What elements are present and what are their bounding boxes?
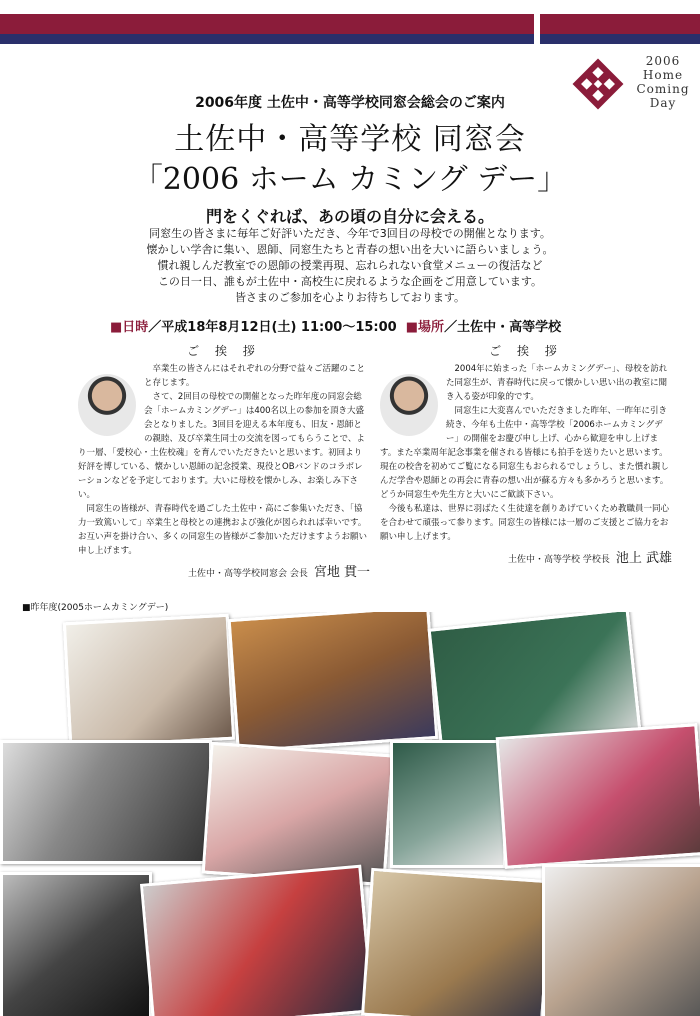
signature [380, 552, 672, 567]
intro-line: 2006年度 土佐中・高等学校同窓会総会のご案内 [195, 95, 505, 111]
greeting-title: ご 挨 拶 [489, 344, 563, 358]
greeting-paragraph: さて、2回目の母校での開催となった昨年度の同窓会総会「ホームカミングデー」は400名以上の参加を頂き大盛会となりました。3回目を迎える本年度も、旧友・恩師との親睦、及び卒業生同士の交流を図ってもらうことで、より一層、「愛校心・土佐校魂」を育んでいただきたいと思います。初回より好評を博している、懐かしい恩師の記念授業、現役とOBバンドのコラボレーションなどを予定しております。大いに母校を懐かしみ、お楽しみ下さい。 [78, 392, 365, 500]
top-stripe-red-right [540, 14, 700, 34]
message-line: 慣れ親しんだ教室での恩師の授業再現、忘れられない食堂メニューの復活など [157, 259, 543, 272]
top-stripe-navy-right [540, 34, 700, 44]
chairman-portrait [78, 374, 136, 436]
event-photo [202, 742, 395, 887]
photo-collage [0, 612, 700, 1016]
invitation-message [0, 226, 700, 306]
top-stripe-red [0, 14, 534, 34]
event-photo [496, 723, 700, 869]
place-value: ／土佐中・高等学校 [444, 320, 562, 335]
greeting-paragraph: 同窓生に大変喜んでいただきました昨年、一昨年に引き続き、今年も土佐中・高等学校「2006ホームカミングデー」の開催をお慶び申し上げ、心から歓迎を申し上げます。また卒業周年記念事業を催される皆様にも拍手を送りたいと思います。現在の校舎を初めてご覧になる同窓生もおられるでしょうし、また慣れ親しんだ学舎や恩師との再会に青春の想い出が蘇る方々も多かろうと思います。どうか同窓生や先生方と大いにご歓談下さい。 [380, 406, 669, 500]
place-label: ■場所 [405, 320, 445, 335]
event-photo [361, 868, 553, 1016]
signature-name: 宮地 貫一 [313, 565, 370, 580]
greeting-chairman [78, 344, 370, 581]
signature-name: 池上 武雄 [615, 551, 672, 566]
greeting-paragraph: 同窓生の皆様が、青春時代を過ごした土佐中・高にご参集いただき、「協力一致篤いして」卒業生と母校との連携および強化が図られれば幸いです。お互い声を掛け合い、多くの同窓生の皆様がご参加いただけますようお願い申し上げます。 [78, 504, 368, 556]
date-value: ／平成18年8月12日(土) 11:00〜15:00 [148, 320, 397, 335]
message-line: 懐かしい学舎に集い、恩師、同窓生たちと青春の想い出を大いに語らいましょう。 [146, 243, 554, 256]
event-photo [63, 614, 235, 749]
signature [78, 566, 370, 581]
message-line: 皆さまのご参加を心よりお待ちしております。 [234, 291, 466, 304]
greeting-title: ご 挨 拶 [187, 344, 261, 358]
event-photo [228, 612, 439, 753]
greeting-principal [380, 344, 672, 567]
message-line: この日一日、誰もが土佐中・高校生に戻れるような企画をご用意しています。 [157, 275, 543, 288]
event-info [110, 316, 561, 335]
logo-text: 2006 Home Coming Day [636, 54, 690, 110]
event-photo [140, 865, 374, 1016]
signature-role: 土佐中・高等学校同窓会 会長 [187, 569, 308, 579]
signature-role: 土佐中・高等学校 学校長 [507, 555, 610, 565]
event-photo [542, 864, 700, 1016]
top-banner [0, 0, 700, 44]
photo-caption: ■昨年度(2005ホームカミングデー) [22, 603, 169, 613]
greeting-paragraph: 2004年に始まった「ホームカミングデー」、母校を訪れた同窓生が、青春時代に戻って懐かしい思い出の教室に聞き入る姿が印象的です。 [446, 364, 668, 402]
date-label: ■日時 [110, 320, 149, 335]
top-stripe-navy [0, 34, 534, 44]
event-photo [390, 740, 506, 868]
catch-copy: 門をくぐれば、あの頃の自分に会える。 [205, 207, 494, 226]
page-title: 土佐中・高等学校 同窓会 [174, 122, 526, 157]
page-subtitle: 「2006 ホーム カミング デー」 [132, 162, 568, 197]
message-line: 同窓生の皆さまに毎年ご好評いただき、今年で3回目の母校での開催となります。 [149, 227, 551, 240]
greeting-paragraph: 今後も私達は、世界に羽ばたく生徒達を創りあげていくため教職員一同心を合わせて頑張って参ります。同窓生の皆様には一層のご支援とご協力をお願い申し上げます。 [380, 504, 670, 542]
event-photo [0, 740, 212, 864]
principal-portrait [380, 374, 438, 436]
greeting-paragraph: 卒業生の皆さんにはそれぞれの分野で益々ご活躍のことと存じます。 [144, 364, 366, 388]
event-photo [0, 872, 152, 1016]
